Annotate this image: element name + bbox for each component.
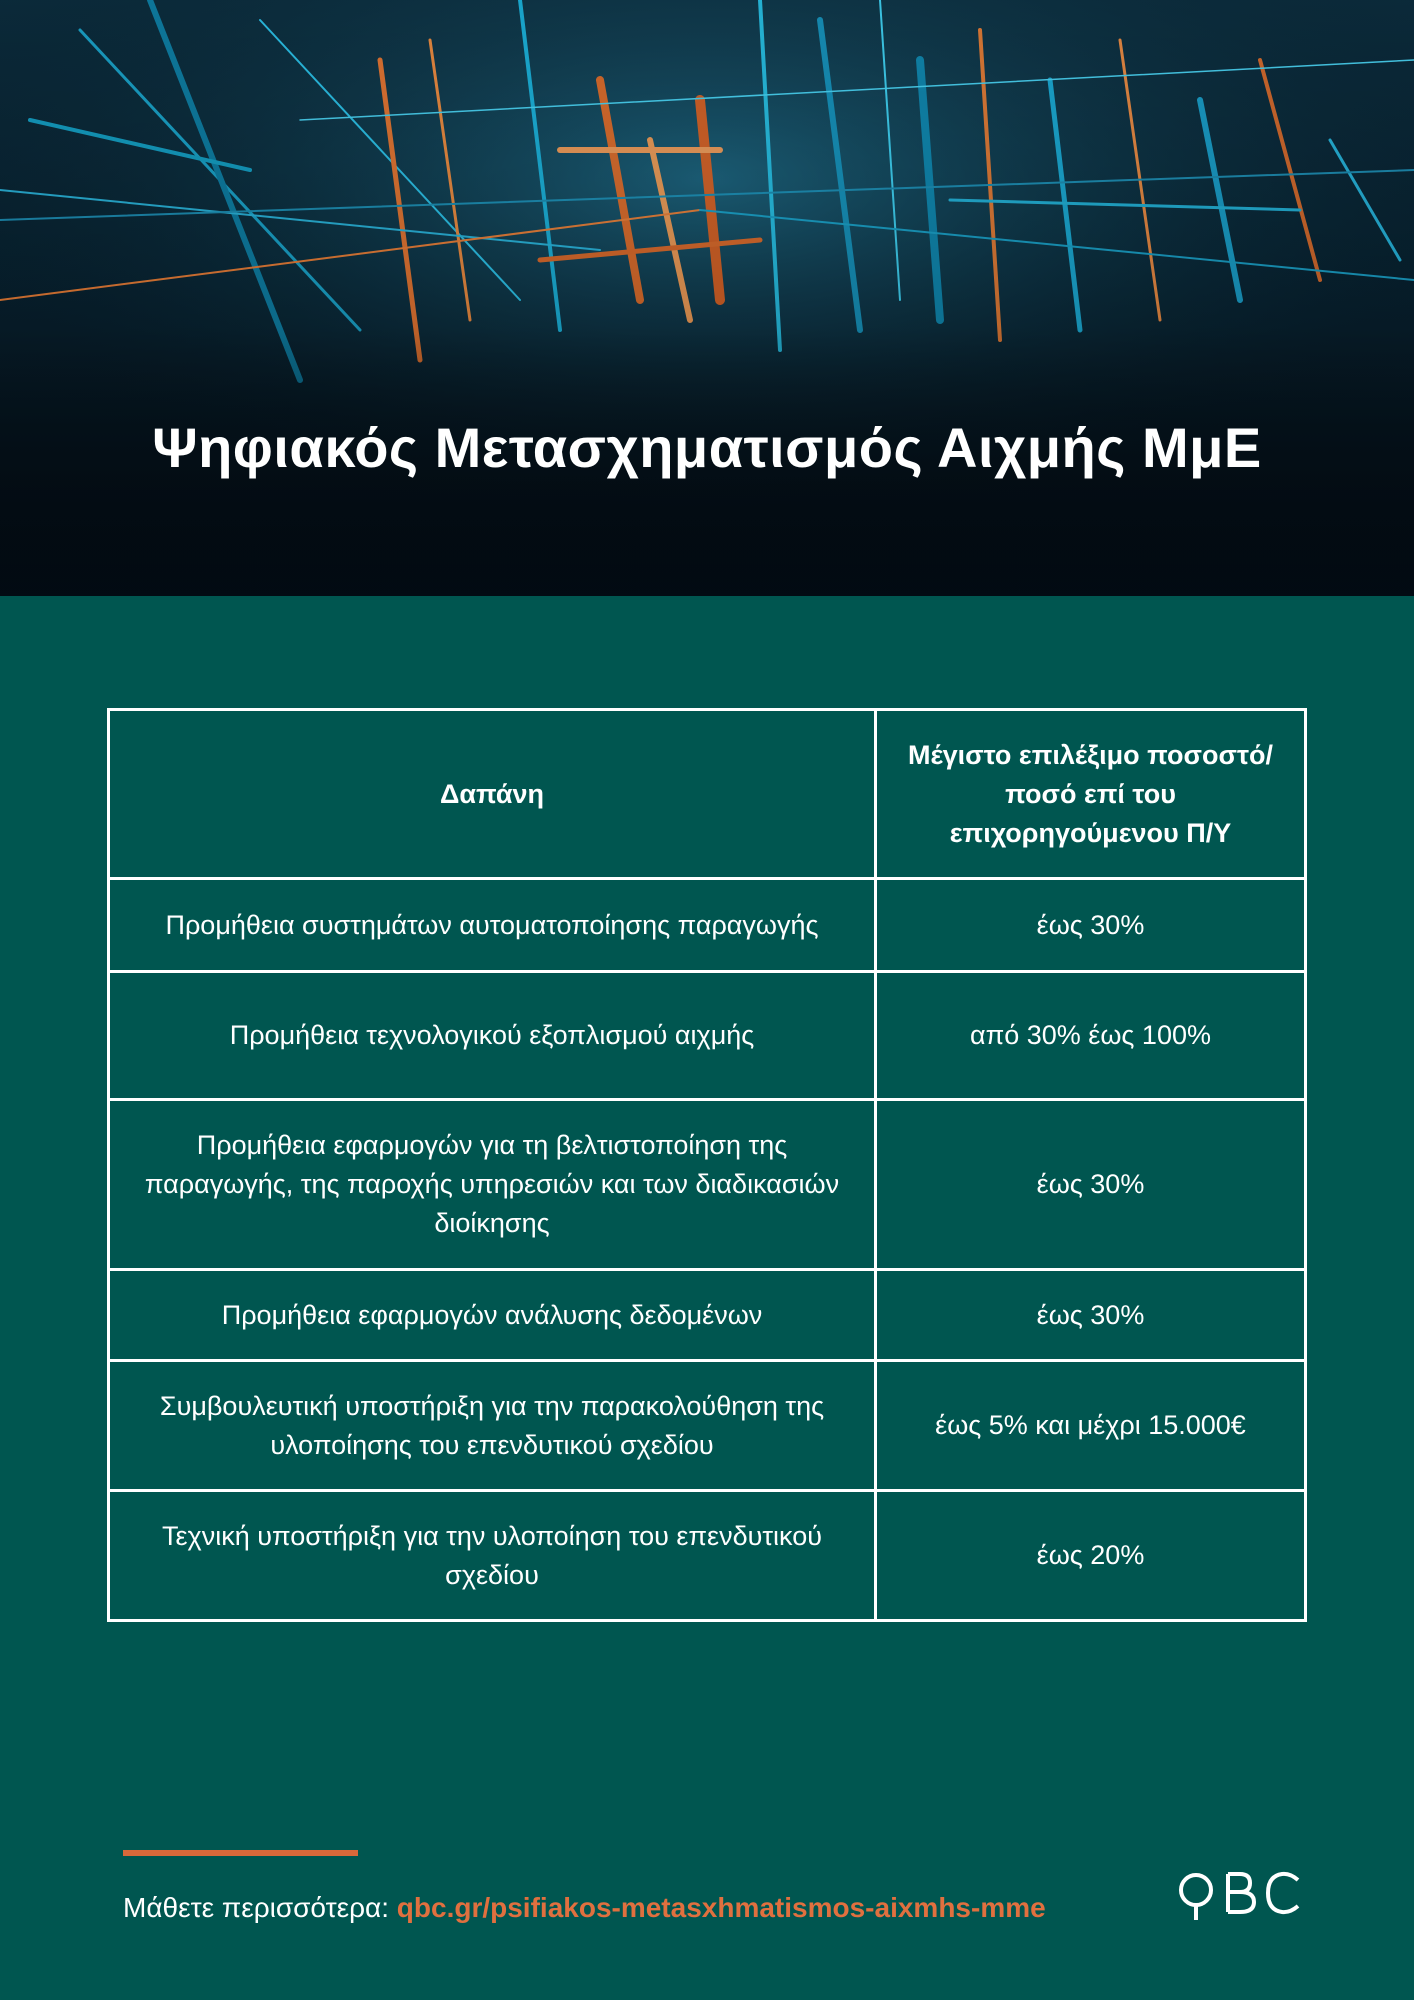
table-header-row [109, 710, 1306, 879]
header-max-eligible: Μέγιστο επιλέξιμο ποσοστό/ποσό επί του επιχορηγούμενου Π/Υ [876, 710, 1306, 879]
table-row [109, 1491, 1306, 1621]
max-cell: από 30% έως 100% [876, 972, 1306, 1100]
expense-cell: Προμήθεια τεχνολογικού εξοπλισμού αιχμής [109, 972, 876, 1100]
page-title: Ψηφιακός Μετασχηματισμός Αιχμής ΜμΕ [152, 416, 1262, 479]
expense-cell: Προμήθεια εφαρμογών για τη βελτιστοποίηση της παραγωγής, της παροχής υπηρεσιών και των διαδικασιών διοίκησης [109, 1100, 876, 1270]
max-cell: έως 20% [876, 1491, 1306, 1621]
expenses-table-container [107, 708, 1307, 1622]
hero-banner [0, 0, 1414, 596]
expense-cell: Προμήθεια εφαρμογών ανάλυσης δεδομένων [109, 1270, 876, 1361]
table-row [109, 1100, 1306, 1270]
max-cell: έως 30% [876, 1100, 1306, 1270]
expense-cell: Προμήθεια συστημάτων αυτοματοποίησης παραγωγής [109, 879, 876, 972]
learn-more-link[interactable]: qbc.gr/psifiakos-metasxhmatismos-aixmhs-mme [396, 1892, 1046, 1923]
abstract-tech-background [0, 0, 1414, 596]
expense-cell: Τεχνική υποστήριξη για την υλοποίηση του επενδυτικού σχεδίου [109, 1491, 876, 1621]
max-cell: έως 5% και μέχρι 15.000€ [876, 1361, 1306, 1491]
qbc-logo [1176, 1866, 1304, 1922]
footer-accent-line [123, 1850, 358, 1856]
footer-learn-more [123, 1892, 1046, 1924]
table-row [109, 879, 1306, 972]
max-cell: έως 30% [876, 1270, 1306, 1361]
learn-more-label: Μάθετε περισσότερα: [123, 1892, 390, 1923]
header-expense: Δαπάνη [109, 710, 876, 879]
expenses-table [107, 708, 1307, 1622]
max-cell: έως 30% [876, 879, 1306, 972]
expense-cell: Συμβουλευτική υποστήριξη για την παρακολούθηση της υλοποίησης του επενδυτικού σχεδίου [109, 1361, 876, 1491]
table-row [109, 1270, 1306, 1361]
table-row [109, 1361, 1306, 1491]
table-row [109, 972, 1306, 1100]
